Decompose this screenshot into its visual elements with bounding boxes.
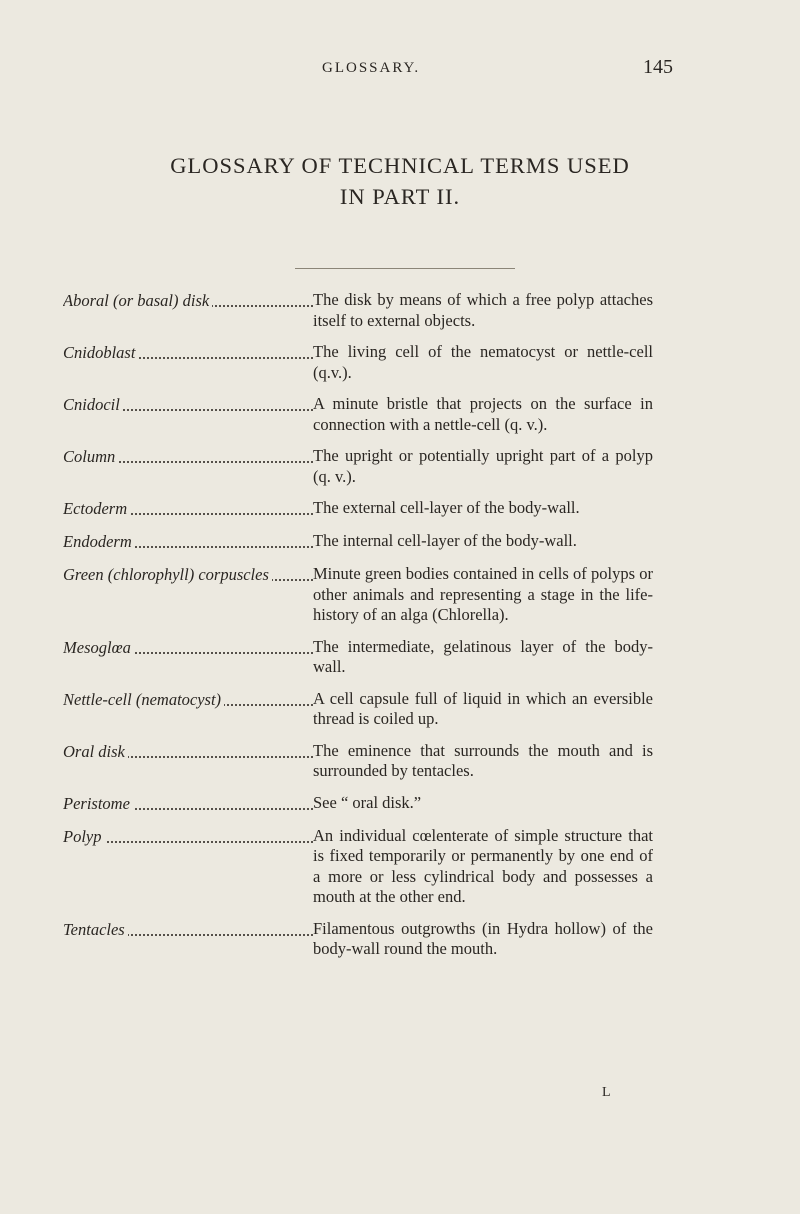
glossary-list xyxy=(0,290,800,971)
title-rule xyxy=(295,268,515,269)
glossary-definition: A cell capsule full of liquid in which an eversible thread is coiled up. xyxy=(313,688,653,728)
glossary-definition: An individual cœlenterate of simple structure that is fixed temporarily or permanently by one end of a more or less cylindrical body and possesses a mouth at the other end. xyxy=(313,825,653,906)
glossary-entry-endoderm xyxy=(0,531,800,553)
glossary-entry-peristome xyxy=(0,793,800,815)
running-title: GLOSSARY. xyxy=(322,60,421,76)
glossary-entry-nettle-cell xyxy=(0,689,800,730)
glossary-term: Column xyxy=(63,447,118,466)
glossary-term: Endoderm xyxy=(63,532,135,551)
page-number: 145 xyxy=(643,56,673,78)
glossary-definition: The living cell of the nematocyst or nettle-cell (q.v.). xyxy=(313,342,653,382)
glossary-term: Cnidocil xyxy=(63,395,123,414)
glossary-term: Cnidoblast xyxy=(63,343,138,362)
glossary-entry-green-corpuscles xyxy=(0,564,800,626)
glossary-definition: A minute bristle that projects on the surface in connection with a nettle-cell (q. v.). xyxy=(313,394,653,434)
glossary-entry-aboral-disk xyxy=(0,290,800,331)
glossary-definition: The intermediate, gelatinous layer of the body-wall. xyxy=(313,636,653,676)
glossary-entry-ectoderm xyxy=(0,498,800,520)
glossary-term: Green (chlorophyll) corpuscles xyxy=(63,565,272,584)
glossary-term: Mesoglœa xyxy=(63,638,134,657)
title-line-1: GLOSSARY OF TECHNICAL TERMS USED xyxy=(170,153,630,178)
running-head xyxy=(0,56,800,86)
glossary-definition: See “ oral disk.” xyxy=(313,792,422,812)
glossary-term: Ectoderm xyxy=(63,499,130,518)
glossary-entry-mesogloea xyxy=(0,637,800,678)
glossary-definition: The upright or potentially upright part of a polyp (q. v.). xyxy=(313,446,653,486)
glossary-definition: The eminence that surrounds the mouth and is surrounded by tentacles. xyxy=(313,740,653,780)
glossary-definition: The external cell-layer of the body-wall. xyxy=(313,498,580,517)
glossary-definition: Minute green bodies contained in cells of polyps or other animals and representing a stage in the life-history of an alga (Chlorella). xyxy=(313,564,653,624)
glossary-entry-polyp xyxy=(0,826,800,908)
glossary-entry-cnidoblast xyxy=(0,342,800,383)
glossary-term: Polyp xyxy=(63,827,105,846)
glossary-entry-column xyxy=(0,446,800,487)
glossary-definition: Filamentous outgrowths (in Hydra hollow) of the body-wall round the mouth. xyxy=(313,918,653,958)
glossary-term: Oral disk xyxy=(63,742,128,761)
glossary-definition: The disk by means of which a free polyp attaches itself to external objects. xyxy=(313,290,653,330)
glossary-definition: The internal cell-layer of the body-wall. xyxy=(313,531,577,550)
glossary-entry-oral-disk xyxy=(0,741,800,782)
page-title xyxy=(0,150,800,212)
glossary-term: Aboral (or basal) disk xyxy=(63,291,212,310)
glossary-term: Nettle-cell (nematocyst) xyxy=(63,690,224,709)
glossary-entry-cnidocil xyxy=(0,394,800,435)
glossary-entry-tentacles xyxy=(0,919,800,960)
signature-mark: L xyxy=(602,1085,611,1100)
glossary-term: Tentacles xyxy=(63,920,128,939)
title-line-2: IN PART II. xyxy=(339,184,461,209)
glossary-term: Peristome xyxy=(63,794,133,813)
